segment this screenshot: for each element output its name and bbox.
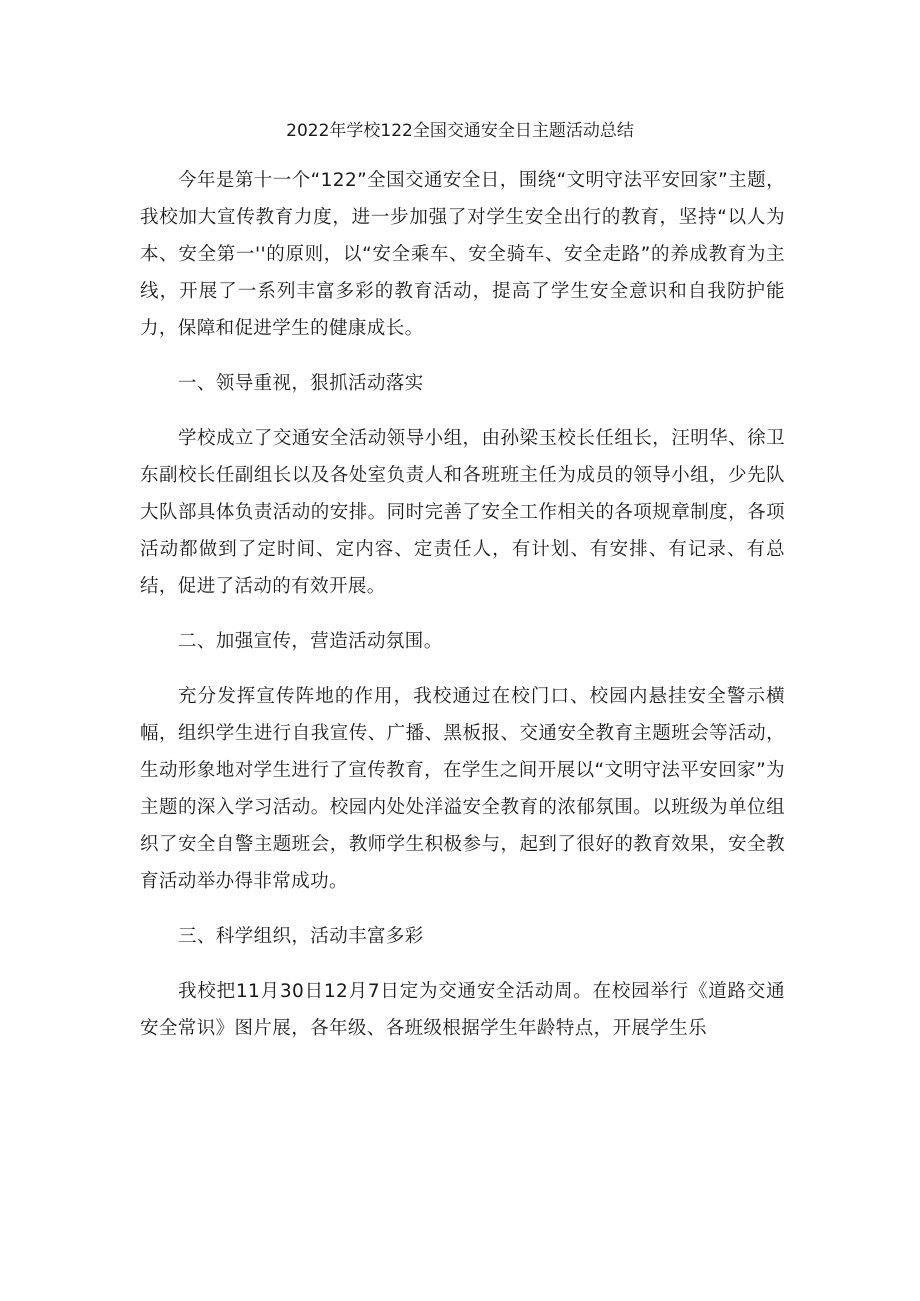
document-body: [140, 162, 785, 1047]
section-2-paragraph: 充分发挥宣传阵地的作用，我校通过在校门口、校园内悬挂安全警示横幅，组织学生进行自我宣传、广播、黑板报、交通安全教育主题班会等活动，生动形象地对学生进行了宣传教育，在学生之间开展以“文明守法平安回家”为主题的深入学习活动。校园内处处洋溢安全教育的浓郁氛围。以班级为单位组织了安全自警主题班会，教师学生积极参与，起到了很好的教育效果，安全教育活动举办得非常成功。: [140, 686, 785, 892]
intro-paragraph: 今年是第十一个“122”全国交通安全日，围绕“文明守法平安回家”主题，我校加大宣传教育力度，进一步加强了对学生安全出行的教育，坚持“以人为本、安全第一''的原则，以“安全乘车、安全骑车、安全走路”的养成教育为主线，开展了一系列丰富多彩的教育活动，提高了学生安全意识和自我防护能力，保障和促进学生的健康成长。: [140, 170, 785, 339]
section-3-heading: 三、科学组织，活动丰富多彩: [178, 926, 424, 947]
section-2-heading: 二、加强宣传，营造活动氛围。: [178, 631, 443, 652]
section-1-paragraph: 学校成立了交通安全活动领导小组，由孙梁玉校长任组长，汪明华、徐卫东副校长任副组长以及各处室负责人和各班班主任为成员的领导小组，少先队大队部具体负责活动的安排。同时完善了安全工作相关的各项规章制度，各项活动都做到了定时间、定内容、定责任人，有计划、有安排、有记录、有总结，促进了活动的有效开展。: [140, 428, 785, 597]
document-title: 2022年学校122全国交通安全日主题活动总结: [286, 121, 634, 141]
section-1-heading: 一、领导重视，狠抓活动落实: [178, 373, 424, 394]
section-3-paragraph: 我校把11月30日12月7日定为交通安全活动周。在校园举行《道路交通安全常识》图片展，各年级、各班级根据学生年龄特点，开展学生乐: [140, 981, 785, 1039]
